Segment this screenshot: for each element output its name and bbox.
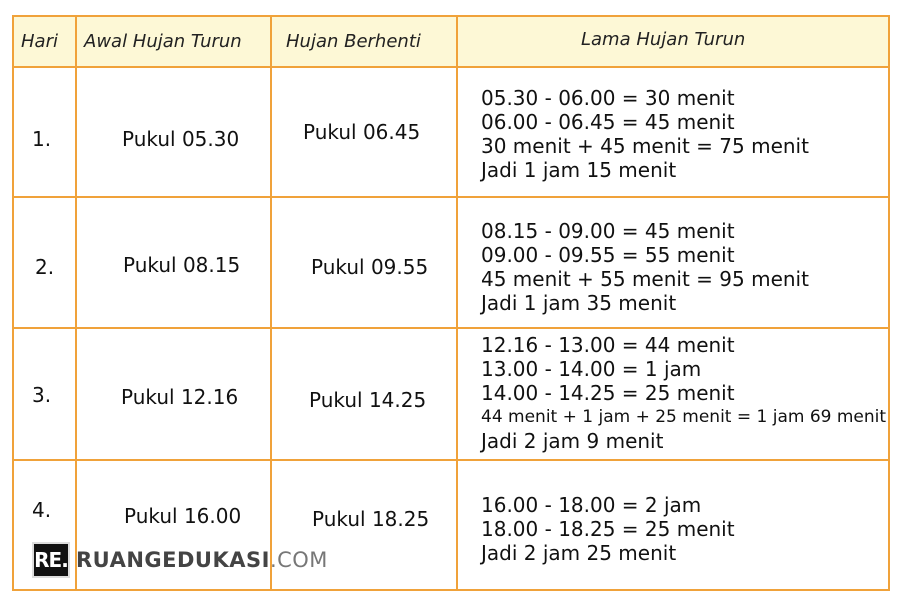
lama-line: Jadi 2 jam 25 menit xyxy=(481,541,677,565)
cell-berhenti: Pukul 18.25 xyxy=(312,507,430,531)
lama-line: 09.00 - 09.55 = 55 menit xyxy=(481,243,735,267)
column-border xyxy=(456,15,458,591)
column-border xyxy=(75,15,77,591)
row-border xyxy=(12,327,890,329)
watermark-brand xyxy=(76,548,328,572)
cell-berhenti: Pukul 09.55 xyxy=(311,255,429,279)
cell-lama xyxy=(481,333,886,453)
cell-awal: Pukul 05.30 xyxy=(122,127,240,151)
lama-line: Jadi 1 jam 15 menit xyxy=(481,158,677,182)
watermark-brand-suffix: .COM xyxy=(269,548,328,572)
cell-awal: Pukul 08.15 xyxy=(123,253,241,277)
column-border xyxy=(888,15,890,591)
cell-hari: 2. xyxy=(35,255,55,279)
lama-line: 13.00 - 14.00 = 1 jam xyxy=(481,357,702,381)
cell-hari: 1. xyxy=(32,127,52,151)
lama-line: 05.30 - 06.00 = 30 menit xyxy=(481,86,735,110)
watermark-brand-bold: RUANGEDUKASI xyxy=(76,548,270,572)
header-awal: Awal Hujan Turun xyxy=(84,31,242,52)
row-border xyxy=(12,15,890,17)
cell-hari: 4. xyxy=(32,498,52,522)
cell-berhenti: Pukul 14.25 xyxy=(309,388,427,412)
cell-awal: Pukul 12.16 xyxy=(121,385,239,409)
cell-hari: 3. xyxy=(32,383,52,407)
lama-line: 06.00 - 06.45 = 45 menit xyxy=(481,110,735,134)
header-berhenti: Hujan Berhenti xyxy=(286,31,421,52)
lama-line: 30 menit + 45 menit = 75 menit xyxy=(481,134,809,158)
lama-line: 14.00 - 14.25 = 25 menit xyxy=(481,381,735,405)
cell-awal: Pukul 16.00 xyxy=(124,504,242,528)
column-border xyxy=(270,15,272,591)
row-border xyxy=(12,66,890,68)
lama-line: 16.00 - 18.00 = 2 jam xyxy=(481,493,702,517)
lama-line: 44 menit + 1 jam + 25 menit = 1 jam 69 menit xyxy=(481,407,887,427)
cell-berhenti: Pukul 06.45 xyxy=(303,120,421,144)
lama-line: 12.16 - 13.00 = 44 menit xyxy=(481,333,735,357)
cell-lama xyxy=(481,493,735,565)
column-border xyxy=(12,15,14,591)
row-border xyxy=(12,196,890,198)
lama-line: 45 menit + 55 menit = 95 menit xyxy=(481,267,809,291)
cell-lama xyxy=(481,86,809,182)
row-border xyxy=(12,459,890,461)
watermark-logo: RE. xyxy=(32,542,70,578)
watermark xyxy=(32,542,328,578)
lama-line: 08.15 - 09.00 = 45 menit xyxy=(481,219,735,243)
row-border xyxy=(12,589,890,591)
header-lama: Lama Hujan Turun xyxy=(581,29,746,50)
header-hari: Hari xyxy=(21,31,58,52)
lama-line: Jadi 2 jam 9 menit xyxy=(481,429,664,453)
lama-line: 18.00 - 18.25 = 25 menit xyxy=(481,517,735,541)
cell-lama xyxy=(481,219,809,315)
lama-line: Jadi 1 jam 35 menit xyxy=(481,291,677,315)
